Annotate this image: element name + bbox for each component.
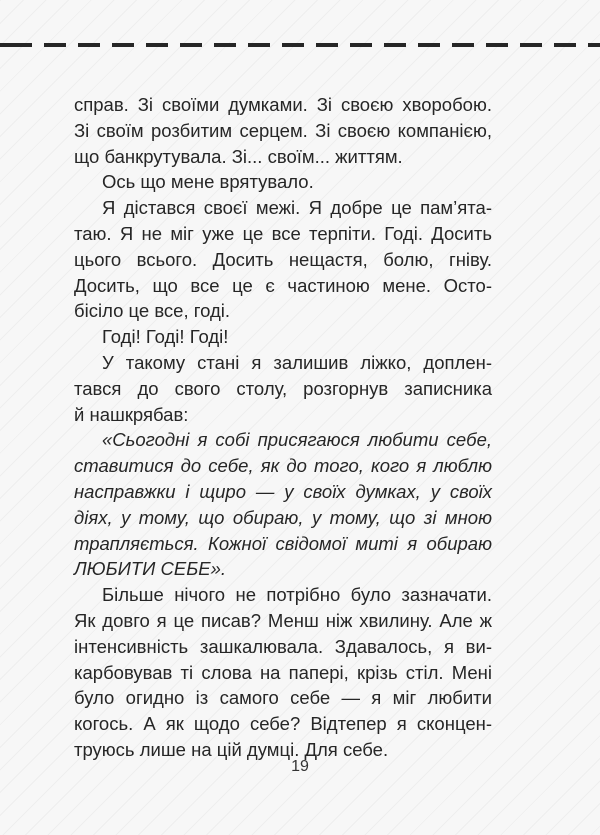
text-line: що банкрутувала. Зі... своїм... життям. bbox=[74, 145, 403, 167]
dashed-header-rule bbox=[0, 43, 600, 47]
text-line: когось. А як щодо себе? Відтепер я сконцен- bbox=[74, 713, 492, 735]
text-line: «Сьогодні я собі присягаюся любити себе, bbox=[102, 429, 492, 451]
text-line: було огидно із самого себе — я міг любити bbox=[74, 687, 492, 709]
text-line: трапляється. Кожної свідомої миті я обираю bbox=[74, 532, 492, 554]
text-line: Зі своїм розбитим серцем. Зі своєю компанією, bbox=[74, 119, 492, 141]
paragraph bbox=[74, 324, 492, 350]
paragraph bbox=[74, 169, 492, 195]
text-line: таю. Я не міг уже це все терпіти. Годі. Досить bbox=[74, 222, 492, 244]
text-line: справ. Зі своїми думками. Зі своєю хворобою. bbox=[74, 94, 492, 115]
paragraph bbox=[74, 582, 492, 763]
text-line: діях, у тому, що обираю, у тому, що зі мною bbox=[74, 506, 492, 528]
text-line: ставитися до себе, як до того, кого я люблю bbox=[74, 455, 492, 477]
paragraph bbox=[74, 92, 492, 169]
text-line: карбовував ті слова на папері, крізь стіл. Мені bbox=[74, 661, 492, 683]
text-line: бісіло це все, годі. bbox=[74, 300, 231, 322]
text-line: цього всього. Досить нещастя, болю, гніву. bbox=[74, 248, 492, 270]
text-line: Я дістався своєї межі. Я добре це пам’ята- bbox=[102, 197, 492, 219]
paragraph bbox=[74, 350, 492, 427]
text-line: тався до свого столу, розгорнув записника bbox=[74, 377, 492, 399]
text-line: Як довго я це писав? Менш ніж хвилину. Але ж bbox=[74, 609, 492, 631]
page-body-text bbox=[74, 92, 492, 763]
text-line: У такому стані я залишив ліжко, доплен- bbox=[102, 351, 492, 373]
text-line: Більше нічого не потрібно було зазначати. bbox=[102, 584, 492, 606]
text-line: Досить, що все це є частиною мене. Осто- bbox=[74, 274, 492, 296]
text-line: Годі! Годі! Годі! bbox=[102, 326, 229, 348]
text-line: насправжки і щиро — у своїх думках, у своїх bbox=[74, 480, 492, 502]
text-line: ЛЮБИТИ СЕБЕ». bbox=[74, 558, 227, 580]
paragraph bbox=[74, 427, 492, 582]
text-line: й нашкрябав: bbox=[74, 403, 189, 425]
paragraph bbox=[74, 195, 492, 324]
text-line: Ось що мене врятувало. bbox=[102, 171, 314, 193]
text-line: труюсь лише на цій думці. Для себе. bbox=[74, 738, 389, 760]
page-number: 19 bbox=[291, 758, 309, 775]
text-line: інтенсивність зашкалювала. Здавалось, я ви- bbox=[74, 635, 492, 657]
